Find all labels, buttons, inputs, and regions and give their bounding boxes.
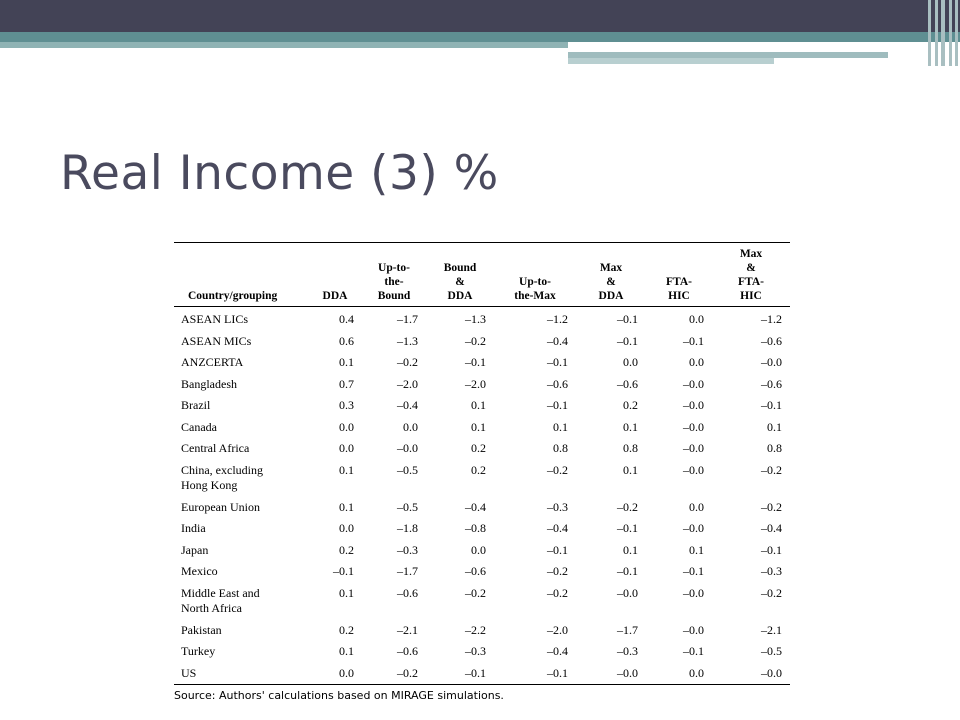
table-cell: 0.1 xyxy=(623,419,638,434)
table-cell: –0.1 xyxy=(761,398,782,412)
table-cell: –1.2 xyxy=(761,312,782,326)
table-cell: –1.8 xyxy=(397,521,418,535)
header-band xyxy=(0,0,960,32)
table-cell: –1.7 xyxy=(397,564,418,578)
table-cell: –0.1 xyxy=(333,564,354,578)
table-cell: –0.2 xyxy=(761,462,782,477)
table-cell: –0.4 xyxy=(547,521,568,535)
table-cell: –0.0 xyxy=(712,663,790,685)
table-cell: –0.4 xyxy=(465,499,486,514)
table-cell: –0.1 xyxy=(683,644,704,658)
table-cell: 0.1 xyxy=(339,585,354,600)
table-cell: –0.0 xyxy=(683,441,704,455)
table-cell: –0.0 xyxy=(683,622,704,637)
table-cell: –0.1 xyxy=(426,663,494,685)
column-header: FTA- HIC xyxy=(646,243,712,307)
table-cell: –2.1 xyxy=(397,622,418,637)
table-cell: –0.6 xyxy=(617,376,638,391)
table-cell: –0.4 xyxy=(397,398,418,412)
column-header: Max & FTA- HIC xyxy=(712,243,790,307)
row-label: ASEAN MICs xyxy=(181,333,252,348)
table-cell: 0.0 xyxy=(308,663,362,685)
table-cell: 0.0 xyxy=(689,499,704,514)
table-cell: –0.1 xyxy=(617,521,638,535)
table-cell: –0.0 xyxy=(683,419,704,434)
table-cell: –0.3 xyxy=(761,564,782,578)
table-cell: –0.8 xyxy=(465,521,486,535)
column-header: Up-to- the- Bound xyxy=(362,243,426,307)
table-cell: –2.1 xyxy=(761,622,782,637)
table-cell: –2.2 xyxy=(465,622,486,637)
table-cell: –0.4 xyxy=(547,644,568,658)
table-cell: 0.1 xyxy=(471,419,486,434)
table-cell: 0.1 xyxy=(339,462,354,477)
row-label: Turkey xyxy=(181,644,216,658)
table-cell: 0.7 xyxy=(339,376,354,391)
table-cell: –0.0 xyxy=(683,585,704,600)
table-cell: –0.1 xyxy=(465,355,486,369)
table-cell: –0.2 xyxy=(465,333,486,348)
table-cell: –0.1 xyxy=(761,542,782,557)
accent-band-light-short xyxy=(568,58,774,64)
row-label: US xyxy=(174,663,308,685)
table-cell: –1.2 xyxy=(547,312,568,326)
table-cell: –2.0 xyxy=(465,376,486,391)
table-row xyxy=(174,331,790,353)
column-header: Bound & DDA xyxy=(426,243,494,307)
table-row xyxy=(174,352,790,374)
row-label: ANZCERTA xyxy=(181,355,244,369)
table-cell: 0.0 xyxy=(471,542,486,557)
table-cell: 0.2 xyxy=(471,462,486,477)
table-cell: –0.1 xyxy=(547,355,568,369)
table-row xyxy=(174,374,790,396)
row-label: Canada xyxy=(181,419,217,434)
row-label: Central Africa xyxy=(181,441,250,455)
table-cell: –0.1 xyxy=(494,663,576,685)
table-cell: 0.0 xyxy=(403,419,418,434)
table-cell: –0.1 xyxy=(617,564,638,578)
table-cell: –0.3 xyxy=(547,499,568,514)
table-cell: –0.5 xyxy=(397,462,418,477)
table-cell: –0.1 xyxy=(617,312,638,326)
table-cell: 0.6 xyxy=(339,333,354,348)
table-cell: –0.2 xyxy=(547,564,568,578)
row-label: Middle East and North Africa xyxy=(181,585,260,615)
table-cell: –1.7 xyxy=(617,622,638,637)
table-cell: –1.3 xyxy=(465,312,486,326)
table-row xyxy=(174,438,790,460)
column-header-country: Country/grouping xyxy=(174,243,308,307)
table-cell: –0.3 xyxy=(617,644,638,658)
table-cell: –0.1 xyxy=(547,542,568,557)
table-row xyxy=(174,583,790,620)
table-row xyxy=(174,518,790,540)
table-cell: 0.3 xyxy=(339,398,354,412)
table-header-row xyxy=(174,243,790,307)
table-cell: –0.0 xyxy=(683,462,704,477)
row-label: European Union xyxy=(181,499,260,514)
table-cell: –0.4 xyxy=(547,333,568,348)
table-cell: 0.0 xyxy=(623,355,638,369)
table-cell: –2.0 xyxy=(397,376,418,391)
row-label: Japan xyxy=(181,542,209,557)
table-cell: –0.2 xyxy=(761,499,782,514)
table-source-note: Source: Authors' calculations based on MIRAGE simulations. xyxy=(174,689,504,702)
table-row xyxy=(174,663,790,685)
real-income-table xyxy=(174,242,790,685)
table-cell: 0.8 xyxy=(553,441,568,455)
row-label: ASEAN LICs xyxy=(181,312,249,326)
column-header: Max & DDA xyxy=(576,243,646,307)
table-cell: –1.7 xyxy=(397,312,418,326)
table-cell: 0.0 xyxy=(689,312,704,326)
row-label: Bangladesh xyxy=(181,376,237,391)
table-row xyxy=(174,417,790,439)
accent-band-secondary xyxy=(0,42,568,48)
table-cell: 0.2 xyxy=(339,542,354,557)
table-cell: –2.0 xyxy=(547,622,568,637)
table-cell: 0.1 xyxy=(553,419,568,434)
table-body xyxy=(174,307,790,685)
table-cell: –0.6 xyxy=(547,376,568,391)
table-cell: –0.0 xyxy=(683,376,704,391)
table-cell: –0.0 xyxy=(397,441,418,455)
table-cell: 0.2 xyxy=(339,622,354,637)
table-cell: 0.1 xyxy=(471,398,486,412)
accent-band xyxy=(0,32,960,42)
table-cell: 0.1 xyxy=(339,499,354,514)
table-row xyxy=(174,540,790,562)
table-row xyxy=(174,307,790,331)
table-cell: 0.1 xyxy=(689,542,704,557)
table-cell: 0.1 xyxy=(623,542,638,557)
table-cell: –0.2 xyxy=(547,462,568,477)
table-cell: 0.2 xyxy=(623,398,638,412)
table-cell: –0.2 xyxy=(362,663,426,685)
table-cell: –1.3 xyxy=(397,333,418,348)
table-cell: 0.0 xyxy=(689,355,704,369)
table-cell: 0.1 xyxy=(339,644,354,658)
row-label: China, excluding Hong Kong xyxy=(181,462,263,492)
table-container xyxy=(174,242,790,702)
table-row xyxy=(174,641,790,663)
table-cell: –0.0 xyxy=(576,663,646,685)
table-cell: –0.2 xyxy=(761,585,782,600)
table-cell: –0.5 xyxy=(761,644,782,658)
table-cell: 0.1 xyxy=(767,419,782,434)
table-row xyxy=(174,460,790,497)
table-cell: –0.4 xyxy=(761,521,782,535)
table-row xyxy=(174,620,790,642)
row-label: India xyxy=(181,521,206,535)
table-row xyxy=(174,561,790,583)
table-cell: –0.0 xyxy=(761,355,782,369)
table-cell: 0.0 xyxy=(339,419,354,434)
table-cell: –0.6 xyxy=(761,376,782,391)
table-cell: –0.6 xyxy=(465,564,486,578)
accent-band-gap xyxy=(568,42,890,48)
table-row xyxy=(174,497,790,519)
slide-title: Real Income (3) % xyxy=(60,146,499,201)
row-label: Brazil xyxy=(181,398,211,412)
table-cell: 0.2 xyxy=(471,441,486,455)
table-cell: –0.0 xyxy=(683,521,704,535)
table-cell: –0.1 xyxy=(683,564,704,578)
table-cell: –0.0 xyxy=(617,585,638,600)
table-cell: –0.2 xyxy=(397,355,418,369)
table-cell: 0.1 xyxy=(339,355,354,369)
table-cell: –0.2 xyxy=(465,585,486,600)
table-cell: –0.6 xyxy=(397,644,418,658)
corner-stripes xyxy=(926,0,960,66)
table-cell: –0.5 xyxy=(397,499,418,514)
table-cell: 0.1 xyxy=(623,462,638,477)
table-cell: –0.3 xyxy=(397,542,418,557)
table-cell: 0.0 xyxy=(339,521,354,535)
table-cell: 0.0 xyxy=(646,663,712,685)
table-cell: –0.1 xyxy=(547,398,568,412)
table-cell: –0.2 xyxy=(547,585,568,600)
table-cell: –0.3 xyxy=(465,644,486,658)
row-label: Mexico xyxy=(181,564,218,578)
table-cell: 0.8 xyxy=(767,441,782,455)
table-cell: 0.4 xyxy=(339,312,354,326)
table-cell: –0.1 xyxy=(617,333,638,348)
table-cell: –0.0 xyxy=(683,398,704,412)
table-cell: –0.1 xyxy=(683,333,704,348)
row-label: Pakistan xyxy=(181,622,222,637)
table-cell: –0.6 xyxy=(761,333,782,348)
table-cell: –0.6 xyxy=(397,585,418,600)
table-cell: 0.0 xyxy=(339,441,354,455)
column-header: DDA xyxy=(308,243,362,307)
table-cell: –0.2 xyxy=(617,499,638,514)
column-header: Up-to- the-Max xyxy=(494,243,576,307)
table-cell: 0.8 xyxy=(623,441,638,455)
table-row xyxy=(174,395,790,417)
